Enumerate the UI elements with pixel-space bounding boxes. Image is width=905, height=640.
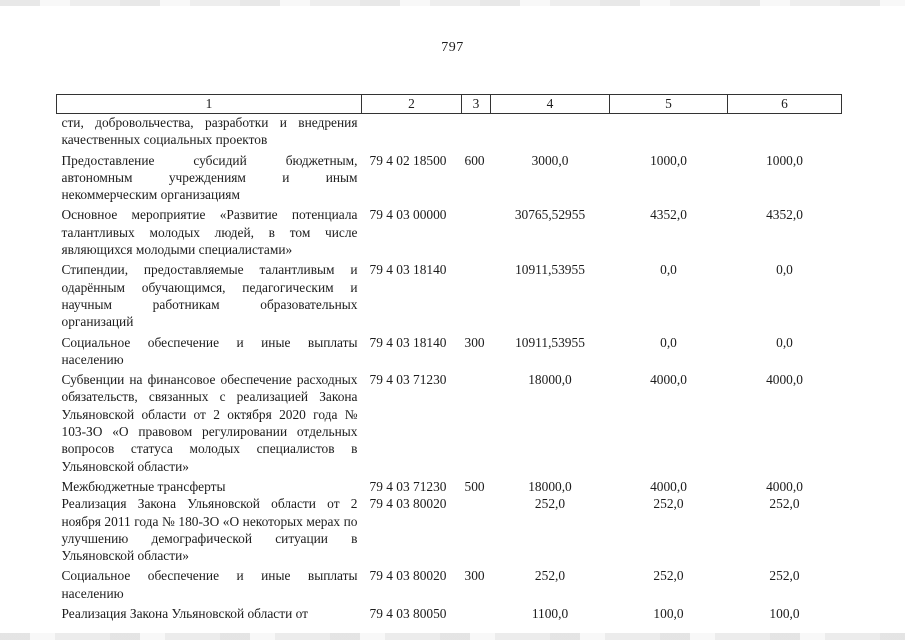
table-row	[57, 495, 842, 567]
table-row	[57, 206, 842, 261]
row-sum-3: 0,0	[776, 334, 793, 350]
table-header-row	[57, 95, 842, 114]
column-header-5: 5	[610, 95, 728, 114]
row-expense-type: 500	[464, 478, 485, 494]
row-name: Субвенции на финансовое обеспечение расходных обязательств, связанных с реализацией Закона Ульяновской области от 2 октября 2020 года № 103-ЗО «О правовом регулировании отдельных вопросов статуса молодых специалистов в Ульяновской области»	[61, 372, 358, 474]
table-row	[57, 114, 842, 152]
row-expense-type	[462, 261, 491, 333]
row-expense-type	[462, 605, 491, 622]
row-sum-3: 252,0	[769, 496, 800, 512]
row-name: Социальное обеспечение и иные выплаты населению	[61, 334, 358, 367]
row-name: Социальное обеспечение и иные выплаты населению	[61, 568, 358, 601]
row-sum-3: 4000,0	[766, 372, 803, 388]
table-row	[57, 478, 842, 495]
row-code: 79 4 03 80020	[369, 496, 447, 512]
column-header-3: 3	[462, 95, 491, 114]
row-sum-3: 0,0	[776, 262, 793, 278]
scan-edge-bottom	[0, 633, 905, 640]
row-sum-3: 100,0	[769, 606, 800, 622]
table-row	[57, 152, 842, 207]
row-name: Основное мероприятие «Развитие потенциала талантливых молодых людей, в том числе являющихся молодыми специалистами»	[61, 207, 358, 258]
row-sum-3: 252,0	[769, 568, 800, 584]
row-sum-2: 100,0	[653, 606, 684, 622]
row-sum-1: 30765,52955	[514, 207, 586, 223]
row-name: Реализация Закона Ульяновской области от 2 ноября 2011 года № 180-ЗО «О некоторых мерах по улучшению демографической ситуации в Ульяновской области»	[61, 496, 358, 564]
row-name: Предоставление субсидий бюджетным, автономным учреждениям и иным некоммерческим организациям	[61, 152, 358, 203]
row-code: 79 4 03 80020	[369, 568, 447, 584]
row-code: 79 4 03 71230	[369, 372, 447, 388]
column-header-4: 4	[491, 95, 610, 114]
column-header-2: 2	[362, 95, 462, 114]
row-code	[362, 114, 462, 152]
row-sum-2: 252,0	[653, 568, 684, 584]
row-sum-2: 0,0	[660, 334, 677, 350]
row-name: Стипендии, предоставляемые талантливым и одарённым обучающимся, педагогическим и научным работникам образовательных организаций	[61, 262, 358, 330]
row-name: Межбюджетные трансферты	[61, 478, 226, 494]
row-sum-2: 252,0	[653, 496, 684, 512]
row-sum-1: 10911,53955	[515, 262, 585, 278]
row-expense-type	[462, 371, 491, 478]
row-code: 79 4 03 18140	[369, 334, 447, 350]
row-sum-2: 4000,0	[650, 478, 687, 494]
row-sum-1: 3000,0	[531, 152, 569, 168]
row-expense-type: 300	[464, 568, 485, 584]
table-row	[57, 567, 842, 605]
table-row	[57, 261, 842, 333]
row-code: 79 4 02 18500	[369, 152, 447, 168]
row-sum-3: 1000,0	[766, 152, 803, 168]
scan-edge-top	[0, 0, 905, 6]
row-sum-1	[491, 114, 610, 152]
row-expense-type	[462, 114, 491, 152]
row-sum-3: 4352,0	[766, 207, 803, 223]
table-row	[57, 371, 842, 478]
row-name: Реализация Закона Ульяновской области от	[61, 606, 308, 622]
row-sum-2: 4352,0	[650, 207, 687, 223]
budget-table	[56, 94, 842, 622]
row-sum-3	[728, 114, 842, 152]
row-sum-2: 4000,0	[650, 372, 687, 388]
row-code: 79 4 03 71230	[369, 478, 447, 494]
row-code: 79 4 03 00000	[369, 207, 447, 223]
row-code: 79 4 03 80050	[369, 606, 447, 622]
row-sum-2	[610, 114, 728, 152]
row-sum-1: 18000,0	[528, 372, 572, 388]
row-sum-1: 18000,0	[528, 478, 572, 494]
table-row	[57, 605, 842, 622]
row-expense-type	[462, 495, 491, 567]
column-header-1: 1	[57, 95, 362, 114]
row-sum-1: 10911,53955	[515, 334, 585, 350]
row-sum-3: 4000,0	[766, 478, 803, 494]
row-name: сти, добровольчества, разработки и внедрения качественных социальных проектов	[61, 115, 358, 148]
row-code: 79 4 03 18140	[369, 262, 447, 278]
row-expense-type: 300	[464, 334, 485, 350]
page-number: 797	[441, 40, 464, 55]
row-expense-type: 600	[464, 152, 485, 168]
row-expense-type	[462, 206, 491, 261]
row-sum-1: 252,0	[534, 568, 566, 584]
row-sum-1: 1100,0	[531, 606, 569, 622]
table-row	[57, 334, 842, 372]
column-header-6: 6	[728, 95, 842, 114]
row-sum-2: 0,0	[660, 262, 677, 278]
row-sum-2: 1000,0	[650, 152, 687, 168]
row-sum-1: 252,0	[534, 496, 566, 512]
